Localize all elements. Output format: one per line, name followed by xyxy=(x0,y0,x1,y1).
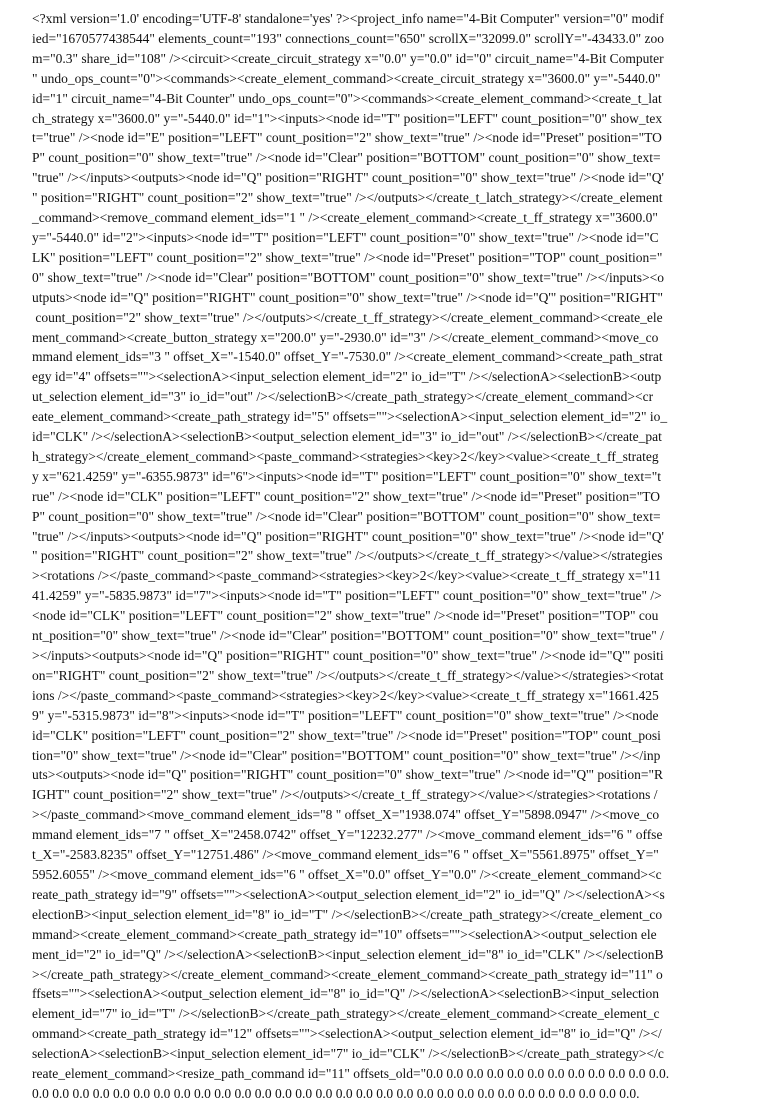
document-line: egy id="4" offsets=""><selectionA><input_selection element_id="2" io_id="T" /></selectionA><selectionB><outp xyxy=(32,369,662,385)
document-line: 41.4259" y="-5835.9873" id="7"><inputs><node id="T" position="LEFT" count_position="0" show_text="true" /> xyxy=(32,588,662,604)
document-line: element_id="7" io_id="T" /></selectionB></create_path_strategy></create_element_command><create_element_c xyxy=(32,1006,660,1022)
document-line: P" count_position="0" show_text="true" /><node id="Clear" position="BOTTOM" count_position="0" show_text= xyxy=(32,150,661,166)
document-line: " position="RIGHT" count_position="2" show_text="true" /></outputs></create_t_latch_strategy></create_element xyxy=(32,190,663,206)
document-line: 5952.6055" /><move_command element_ids="6 " offset_X="0.0" offset_Y="0.0" /><create_element_command><c xyxy=(32,866,662,882)
document-line: id="CLK" position="LEFT" count_position="2" show_text="true" /><node id="Preset" position="TOP" count_posi xyxy=(32,727,661,743)
document-line: count_position="2" show_text="true" /></outputs></create_t_ff_strategy></create_element_command><create_ele xyxy=(32,309,663,325)
document-line: rue" /><node id="CLK" position="LEFT" count_position="2" show_text="true" /><node id="Preset" position="TO xyxy=(32,488,660,504)
document-line: ></paste_command><move_command element_ids="8 " offset_X="1938.074" offset_Y="5898.0947" /><move_co xyxy=(32,807,660,823)
document-line: utputs><node id="Q" position="RIGHT" count_position="0" show_text="true" /><node id="Q'" position="RIGHT" xyxy=(32,289,664,305)
document-line: IGHT" count_position="2" show_text="true" /></outputs></create_t_ff_strategy></value></strategies><rotations / xyxy=(32,787,658,803)
document-line: y x="621.4259" y="-6355.9873" id="6"><inputs><node id="T" position="LEFT" count_position="0" show_text="t xyxy=(32,468,662,484)
document-line: tion="0" show_text="true" /><node id="Clear" position="BOTTOM" count_position="0" show_text="true" /></inp xyxy=(32,747,661,763)
document-line: h_strategy></create_element_command><paste_command><strategies><key>2</key><value><create_t_ff_strateg xyxy=(32,448,659,464)
document-line: ommand><create_path_strategy id="12" offsets=""><selectionA><output_selection element_id="8" io_id="Q" /></ xyxy=(32,1026,662,1042)
document-line: mmand element_ids="3 " offset_X="-1540.0" offset_Y="-7530.0" /><create_element_command><create_path_strat xyxy=(32,349,663,365)
document-line: <node id="CLK" position="LEFT" count_position="2" show_text="true" /><node id="Preset" position="TOP" cou xyxy=(32,608,659,624)
document-line: mmand><create_element_command><create_path_strategy id="10" offsets=""><selectionA><output_selection ele xyxy=(32,926,657,942)
document-line: ment_id="2" io_id="Q" /></selectionA><selectionB><input_selection element_id="8" io_id="CLK" /></selectionB xyxy=(32,946,664,962)
document-line: electionB><input_selection element_id="8" io_id="T" /></selectionB></create_path_strategy></create_element_co xyxy=(32,906,663,922)
document-line: P" count_position="0" show_text="true" /><node id="Clear" position="BOTTOM" count_position="0" show_text= xyxy=(32,508,661,524)
document-line: ment_command><create_button_strategy x="200.0" y="-2930.0" id="3" /></create_element_command><move_co xyxy=(32,329,659,345)
document-line: ch_strategy x="3600.0" y="-5440.0" id="1"><inputs><node id="T" position="LEFT" count_position="0" show_tex xyxy=(32,110,663,126)
document-line: ></create_path_strategy></create_element_command><create_element_command><create_path_strategy id="11" o xyxy=(32,966,663,982)
document-line: " undo_ops_count="0"><commands><create_element_command><create_circuit_strategy x="3600.0" y="-5440.0" xyxy=(32,70,661,86)
document-line: <?xml version='1.0' encoding='UTF-8' standalone='yes' ?><project_info name="4-Bit Computer" version="0" modif xyxy=(32,11,664,26)
document-line: "true" /></inputs><outputs><node id="Q" position="RIGHT" count_position="0" show_text="true" /><node id="Q' xyxy=(32,170,664,186)
document-line: id="CLK" /></selectionA><selectionB><output_selection element_id="3" io_id="out" /></selectionB></create_pat xyxy=(32,429,662,445)
document-line: m="0.3" share_id="108" /><circuit><create_circuit_strategy x="0.0" y="0.0" id="0" circuit_name="4-Bit Computer xyxy=(32,50,664,66)
document-line: ><rotations /></paste_command><paste_command><strategies><key>2</key><value><create_t_ff_strategy x="11 xyxy=(32,568,662,584)
document-line: t="true" /><node id="E" position="LEFT" count_position="2" show_text="true" /><node id="Preset" position="TO xyxy=(32,130,662,146)
document-line: eate_element_command><create_path_strategy id="5" offsets=""><selectionA><input_selection element_id="2" io_ xyxy=(32,409,668,425)
document-line: 0.0 0.0 0.0 0.0 0.0 0.0 0.0 0.0 0.0 0.0 0.0 0.0 0.0 0.0 0.0 0.0 0.0 0.0 0.0 0.0 0.0 0.0 0.0 0.0 0.0 0.0 0.0 0.0 0.0 0.0. xyxy=(32,1085,640,1101)
document-line: "true" /></inputs><outputs><node id="Q" position="RIGHT" count_position="0" show_text="true" /><node id="Q' xyxy=(32,528,664,544)
xml-document-text xyxy=(32,9,739,1104)
document-line: t_X="-2583.8235" offset_Y="12751.486" /><move_command element_ids="6 " offset_X="5561.8975" offset_Y=" xyxy=(32,847,659,863)
document-line: ied="1670577438544" elements_count="193" connections_count="650" scrollX="32099.0" scrollY="-43433.0" zoo xyxy=(32,30,664,46)
document-line: on="RIGHT" count_position="2" show_text="true" /></outputs></create_t_ff_strategy></value></strategies><rotat xyxy=(32,667,664,683)
document-line: ffsets=""><selectionA><output_selection element_id="8" io_id="Q" /></selectionA><selectionB><input_selection xyxy=(32,986,660,1002)
document-line: selectionA><selectionB><input_selection element_id="7" io_id="CLK" /></selectionB></create_path_strategy></c xyxy=(32,1046,664,1062)
document-line: id="1" circuit_name="4-Bit Counter" undo_ops_count="0"><commands><create_element_command><create_t_lat xyxy=(32,90,662,106)
document-line: uts><outputs><node id="Q" position="RIGHT" count_position="0" show_text="true" /><node id="Q'" position="R xyxy=(32,767,664,783)
document-line: nt_position="0" show_text="true" /><node id="Clear" position="BOTTOM" count_position="0" show_text="true" / xyxy=(32,628,664,644)
document-line: ions /></paste_command><paste_command><strategies><key>2</key><value><create_t_ff_strategy x="1661.425 xyxy=(32,687,659,703)
document-line: ></inputs><outputs><node id="Q" position="RIGHT" count_position="0" show_text="true" /><node id="Q'" positi xyxy=(32,648,664,663)
document-line: reate_element_command><resize_path_command id="11" offsets_old="0.0 0.0 0.0 0.0 0.0 0.0 0.0 0.0 0.0 0.0 0.0 0.0. xyxy=(32,1066,670,1082)
document-line: reate_path_strategy id="9" offsets=""><selectionA><output_selection element_id="2" io_id="Q" /></selectionA><s xyxy=(32,886,665,902)
document-line: 0" show_text="true" /><node id="Clear" position="BOTTOM" count_position="0" show_text="true" /></inputs><o xyxy=(32,269,664,285)
document-line: LK" position="LEFT" count_position="2" show_text="true" /><node id="Preset" position="TOP" count_position=" xyxy=(32,249,663,265)
document-line: _command><remove_command element_ids="1 " /><create_element_command><create_t_ff_strategy x="3600.0" xyxy=(32,210,658,226)
document-line: mmand element_ids="7 " offset_X="2458.0742" offset_Y="12232.277" /><move_command element_ids="6 " offse xyxy=(32,827,663,843)
document-line: " position="RIGHT" count_position="2" show_text="true" /></outputs></create_t_ff_strategy></value></strategies xyxy=(32,548,663,564)
document-line: ut_selection element_id="3" io_id="out" /></selectionB></create_path_strategy></create_element_command><cr xyxy=(32,389,654,405)
document-line: 9" y="-5315.9873" id="8"><inputs><node id="T" position="LEFT" count_position="0" show_text="true" /><node xyxy=(32,707,659,723)
document-line: y="-5440.0" id="2"><inputs><node id="T" position="LEFT" count_position="0" show_text="true" /><node id="C xyxy=(32,229,659,245)
